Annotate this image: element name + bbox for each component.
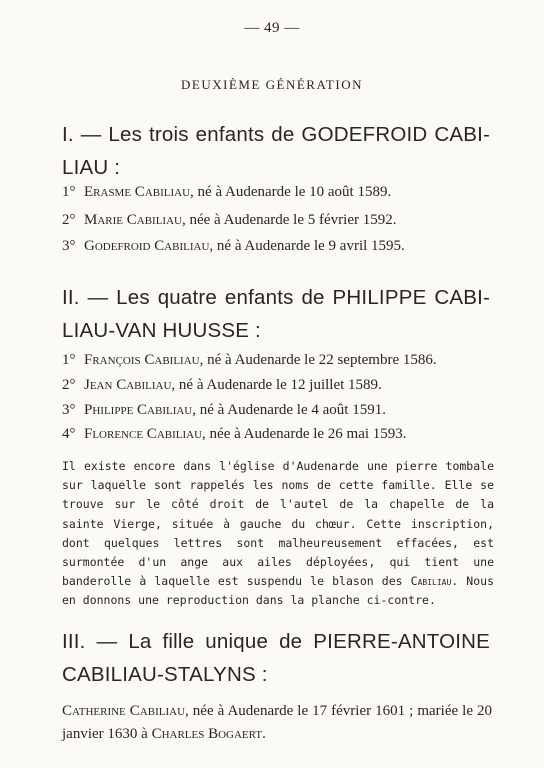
section-3-heading: III. — La fille unique de PIERRE-ANTOINE CABILIAU-STALYNS : — [62, 630, 490, 686]
section-2-entry-4 — [62, 426, 492, 443]
entry-number: 1° — [62, 352, 76, 368]
spouse-name: Charles Bogaert — [151, 726, 263, 742]
section-2-entry-1 — [62, 352, 492, 369]
entry-text: , né à Audenarde le 9 avril 1595. — [209, 238, 405, 254]
entry-text: , née à Audenarde le 17 février 1601 ; mariée le 20 janvier 1630 à — [62, 703, 492, 742]
note-text-end: . Nous en donnons une reproduction dans la planche ci-contre. — [62, 574, 494, 608]
person-name: Florence Cabiliau — [84, 426, 203, 442]
entry-number: 3° — [62, 238, 76, 254]
section-1-entry-1 — [62, 184, 492, 201]
section-3-entry — [62, 700, 492, 746]
person-name: Catherine Cabiliau — [62, 703, 186, 719]
section-2-entry-3 — [62, 402, 492, 419]
entry-text-end: . — [262, 726, 266, 742]
person-name: Godefroid Cabiliau — [84, 238, 210, 254]
entry-number: 3° — [62, 402, 76, 418]
entry-number: 1° — [62, 184, 76, 200]
tombstone-note — [62, 457, 494, 611]
entry-number: 2° — [62, 212, 76, 228]
section-1-entry-3 — [62, 238, 492, 255]
entry-text: , né à Audenarde le 22 septembre 1586. — [199, 352, 437, 368]
entry-number: 2° — [62, 377, 76, 393]
person-name: Jean Cabiliau — [84, 377, 172, 393]
entry-number: 4° — [62, 426, 76, 442]
page-number: — 49 — — [244, 20, 300, 36]
section-2-heading: II. — Les quatre enfants de PHILIPPE CABI-LIAU-VAN HUUSSE : — [62, 286, 490, 342]
section-2-entry-2 — [62, 377, 492, 394]
person-name: Marie Cabiliau — [84, 212, 182, 228]
entry-text: , né à Audenarde le 12 juillet 1589. — [171, 377, 382, 393]
section-1-entry-2 — [62, 212, 492, 229]
entry-text: , née à Audenarde le 26 mai 1593. — [202, 426, 407, 442]
person-name: François Cabiliau — [84, 352, 200, 368]
family-name: Cabiliau — [410, 574, 452, 589]
entry-text: , né à Audenarde le 10 août 1589. — [190, 184, 392, 200]
entry-text: , né à Audenarde le 4 août 1591. — [192, 402, 386, 418]
person-name: Philippe Cabiliau — [84, 402, 193, 418]
entry-text: , née à Audenarde le 5 février 1592. — [181, 212, 397, 228]
note-text: Il existe encore dans l'église d'Audenarde une pierre tombale sur laquelle sont rappelés les noms de cette famille. Elle se trouve sur le côté droit de l'autel de la chapelle de la sainte Vierge, située à gauche du chœur. Cette inscription, dont quelques lettres sont malheureusement effacées, est surmontée d'un ange aux ailes déployées, qui tient une banderolle à laquelle est suspendu le blason des — [62, 459, 494, 589]
section-1-heading: I. — Les trois enfants de GODEFROID CABI-LIAU : — [62, 123, 490, 179]
generation-title: DEUXIÈME GÉNÉRATION — [181, 77, 363, 92]
person-name: Erasme Cabiliau — [84, 184, 191, 200]
